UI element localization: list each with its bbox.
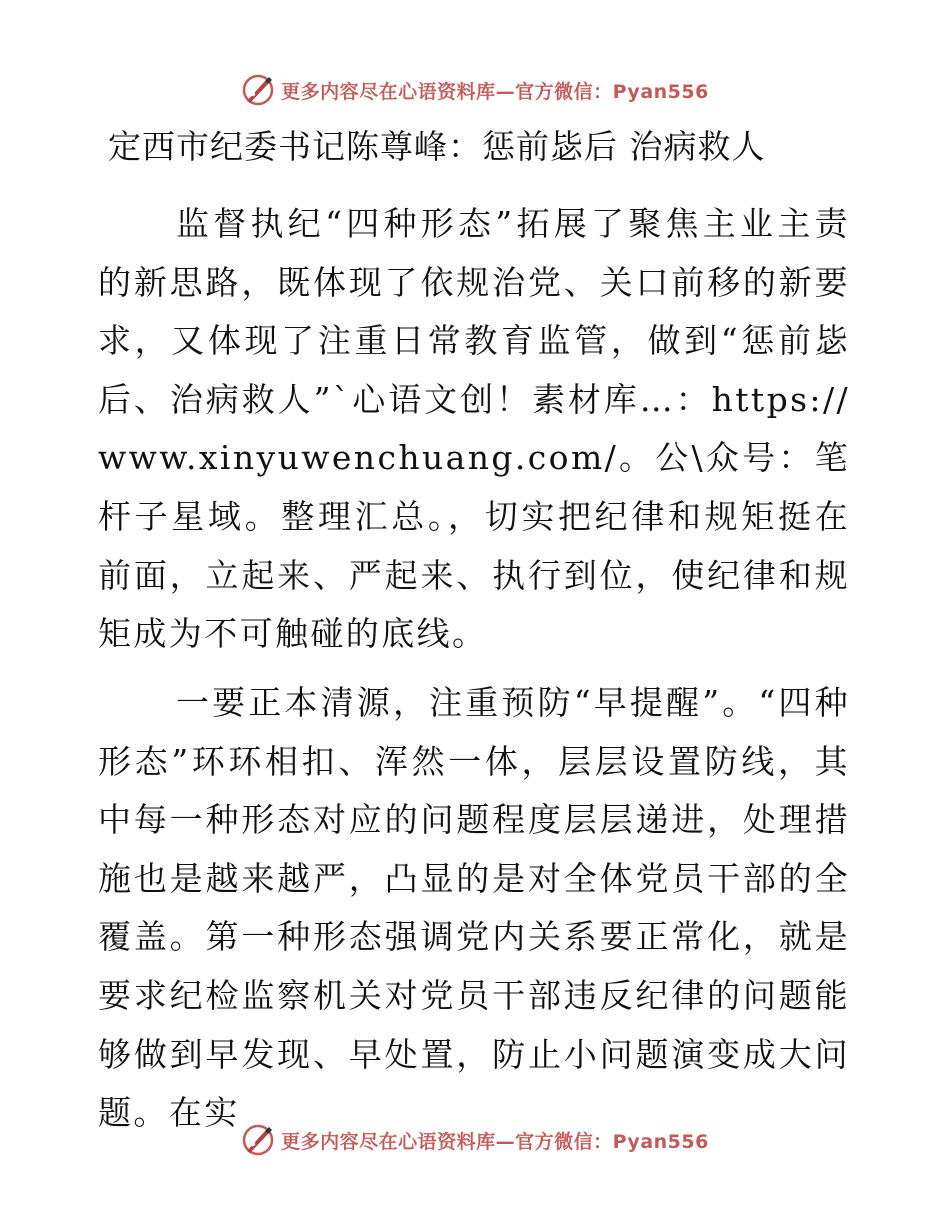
pen-logo-icon: [241, 1123, 275, 1157]
watermark-text: 更多内容尽在心语资料库—官方微信：Pyan556: [281, 80, 709, 103]
paragraph-2: 一要正本清源，注重预防“早提醒”。“四种形态”环环相扣、浑然一体，层层设置防线，其中每一种形态对应的问题程度层层递进，处理措施也是越来越严，凸显的是对全体党员干部的全覆盖。第一种形态强调党内关系要正常化，就是要求纪检监察机关对党员干部违反纪律的问题能够做到早发现、早处置，防止小问题演变成大问题。在实: [98, 683, 850, 1133]
watermark-header: [0, 68, 950, 112]
watermark-footer: [0, 1118, 950, 1162]
pen-logo-icon: [241, 73, 275, 107]
paragraph-1: 监督执纪“四种形态”拓展了聚焦主业主责的新思路，既体现了依规治党、关口前移的新要求，又体现了注重日常教育监管，做到“惩前毖后、治病救人”`心语文创！素材库…：https://www.xinyuwenchuang.com/。公\众号：笔杆子星域。整理汇总。，切实把纪律和规矩挺在前面，立起来、严起来、执行到位，使纪律和规矩成为不可触碰的底线。: [98, 204, 850, 654]
document-title: 定西市纪委书记陈尊峰：惩前毖后 治病救人: [108, 127, 766, 166]
watermark-text: 更多内容尽在心语资料库—官方微信：Pyan556: [281, 1130, 709, 1153]
